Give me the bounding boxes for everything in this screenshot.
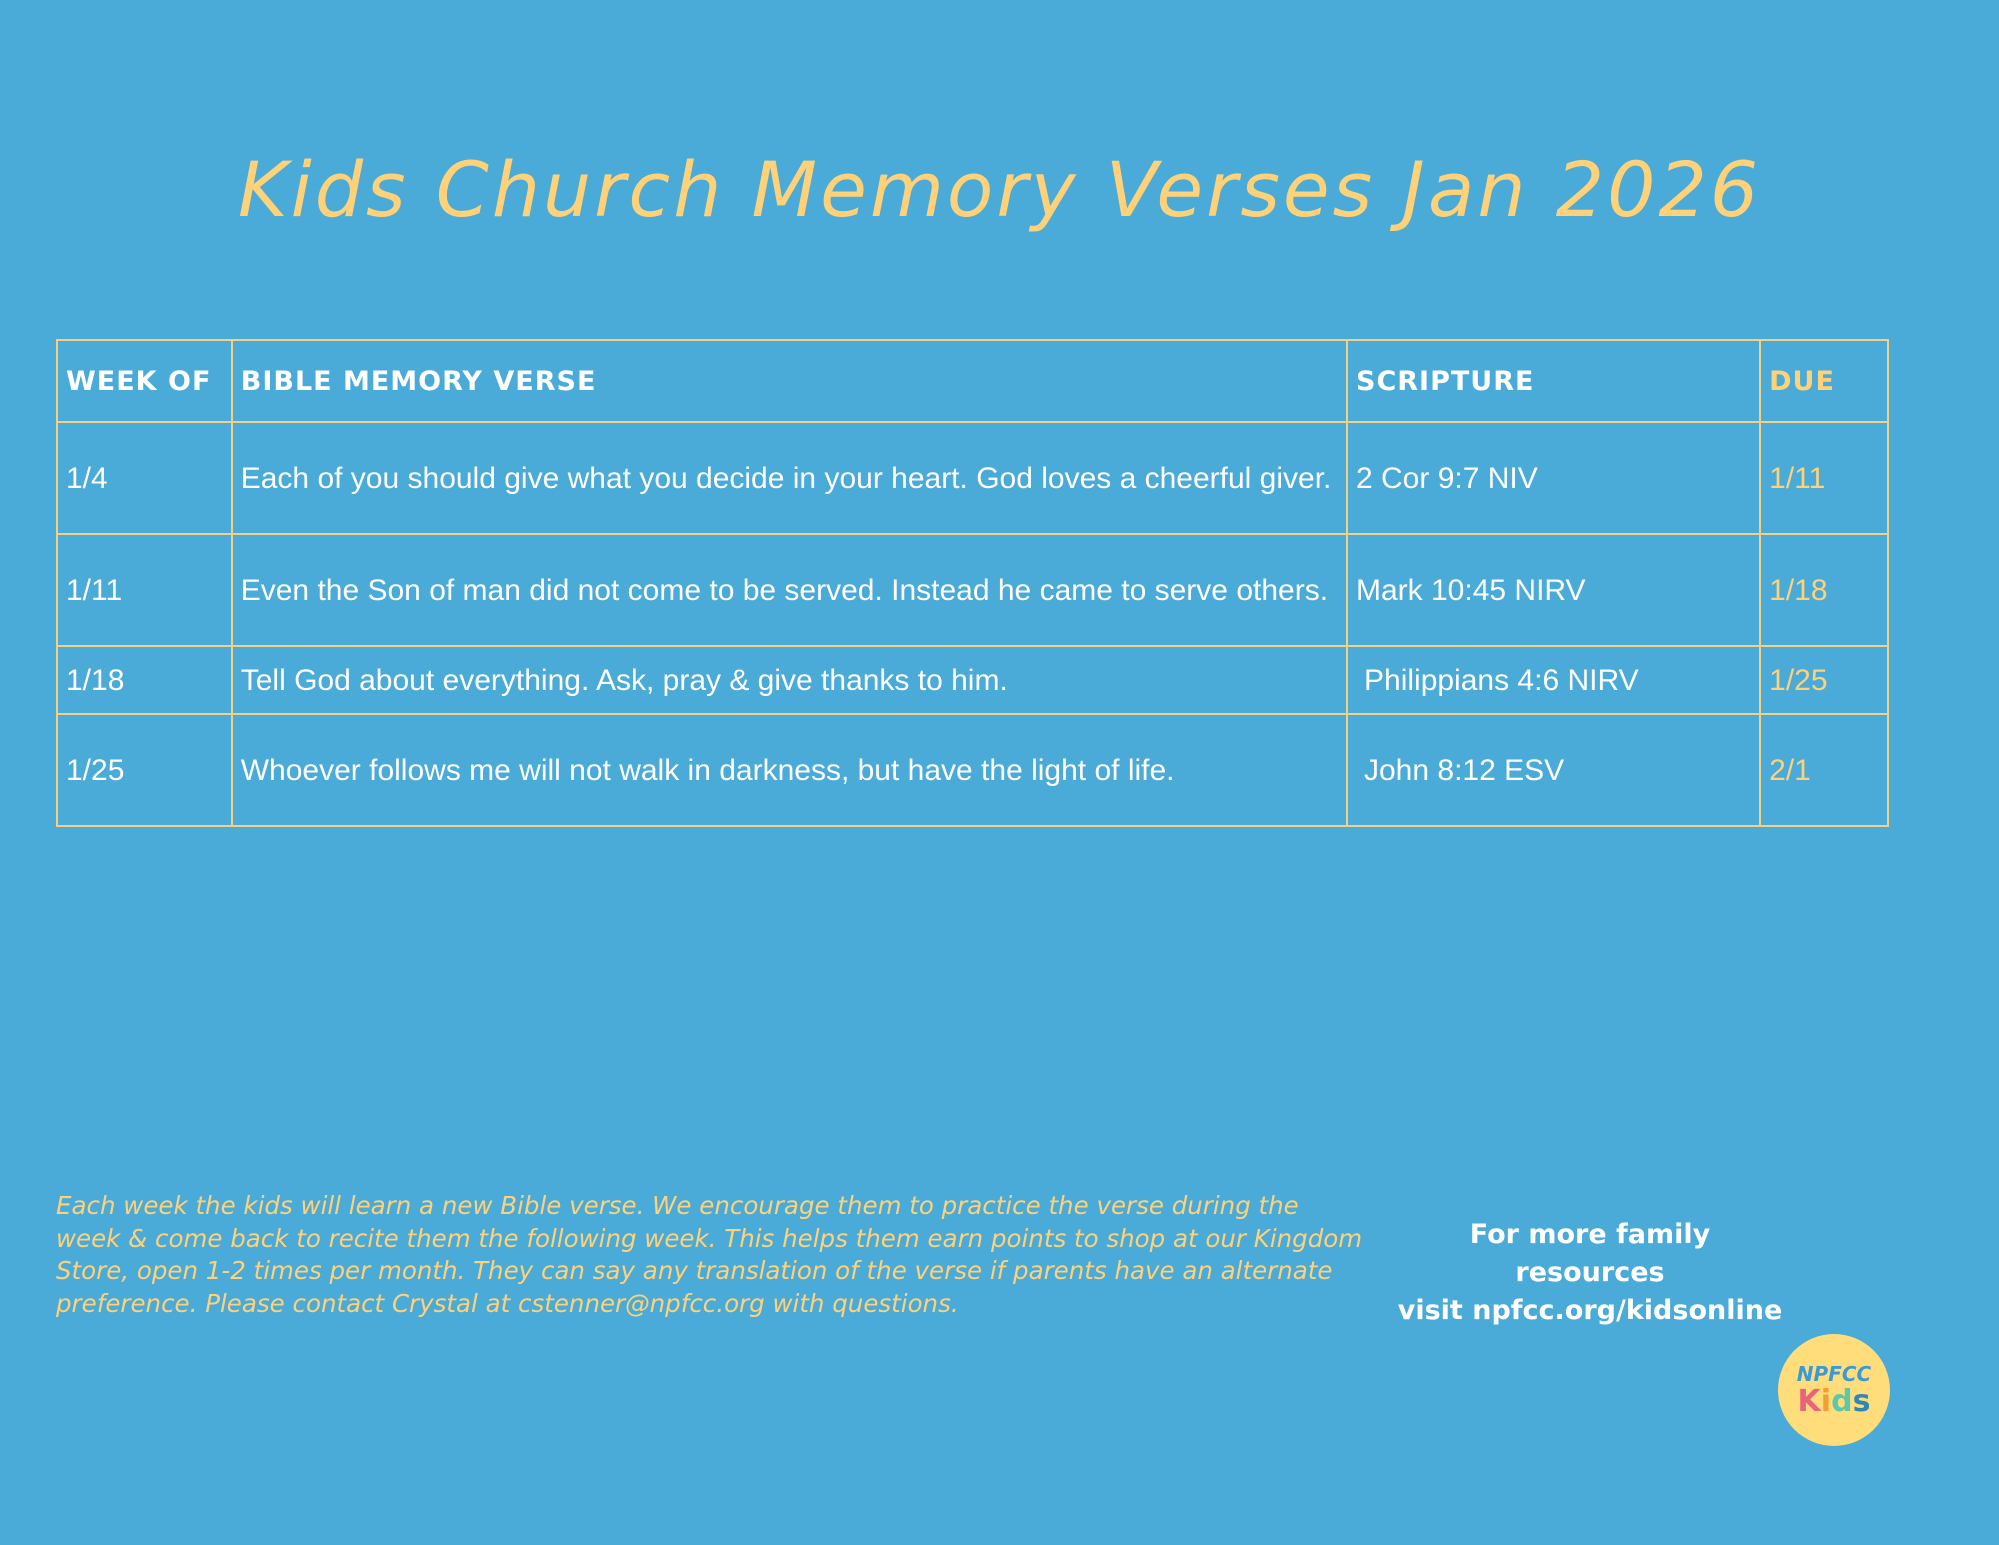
header-due: DUE xyxy=(1760,340,1888,422)
due-cell: 1/18 xyxy=(1760,534,1888,646)
scripture-cell: Mark 10:45 NIRV xyxy=(1347,534,1760,646)
header-verse: BIBLE MEMORY VERSE xyxy=(232,340,1347,422)
week-cell: 1/25 xyxy=(57,714,232,826)
table-row xyxy=(57,714,1888,826)
page-title: Kids Church Memory Verses Jan 2026 xyxy=(237,145,1762,234)
verse-cell: Whoever follows me will not walk in darkness, but have the light of life. xyxy=(232,714,1347,826)
npfcc-kids-logo xyxy=(1778,1334,1890,1446)
verse-cell: Tell God about everything. Ask, pray & give thanks to him. xyxy=(232,646,1347,714)
scripture-cell: John 8:12 ESV xyxy=(1347,714,1760,826)
due-cell: 1/25 xyxy=(1760,646,1888,714)
verse-cell: Even the Son of man did not come to be served. Instead he came to serve others. xyxy=(232,534,1347,646)
memory-verse-table xyxy=(56,339,1889,827)
table-row xyxy=(57,646,1888,714)
due-cell: 2/1 xyxy=(1760,714,1888,826)
header-scripture: SCRIPTURE xyxy=(1347,340,1760,422)
header-week-of: WEEK OF xyxy=(57,340,232,422)
due-cell: 1/11 xyxy=(1760,422,1888,534)
logo-line-1: NPFCC xyxy=(1796,1362,1872,1386)
table-header-row xyxy=(57,340,1888,422)
scripture-cell: 2 Cor 9:7 NIV xyxy=(1347,422,1760,534)
logo-line-2: Kids xyxy=(1797,1384,1871,1419)
table-row xyxy=(57,534,1888,646)
resources-link[interactable]: visit npfcc.org/kidsonline xyxy=(1397,1295,1783,1326)
resources-line-1: For more family resources xyxy=(1469,1219,1711,1288)
week-cell: 1/18 xyxy=(57,646,232,714)
verse-cell: Each of you should give what you decide in your heart. God loves a cheerful giver. xyxy=(232,422,1347,534)
week-cell: 1/4 xyxy=(57,422,232,534)
instructions-note: Each week the kids will learn a new Bible verse. We encourage them to practice the verse during the week & come back to recite them the following week. This helps them earn points to shop at our Kingdom Store, open 1-2 times per month. They can say any translation of the verse if parents have an alternate preference. Please contact Crystal at cstenner@npfcc.org with questions. xyxy=(56,1191,1363,1318)
week-cell: 1/11 xyxy=(57,534,232,646)
table-row xyxy=(57,422,1888,534)
scripture-cell: Philippians 4:6 NIRV xyxy=(1347,646,1760,714)
family-resources xyxy=(1395,1216,1785,1330)
